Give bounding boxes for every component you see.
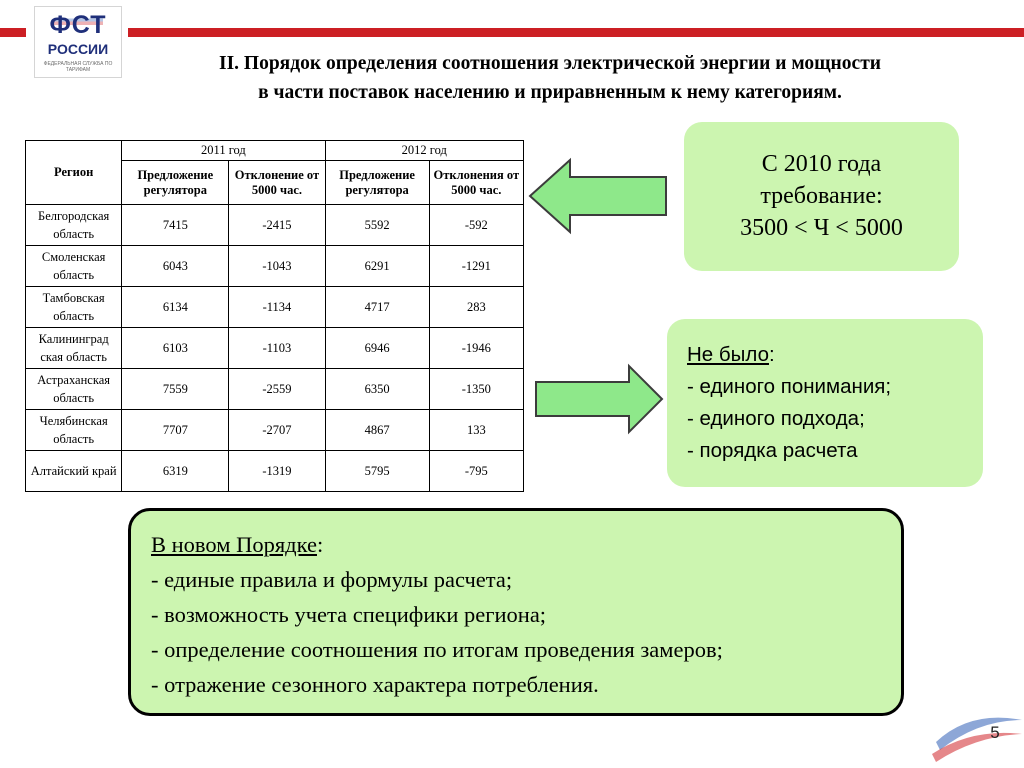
requirement-line-2: требование: [760, 183, 883, 209]
was-not-item: - единого понимания; [687, 375, 892, 398]
deviation-2011-cell: -1134 [229, 287, 325, 328]
new-order-item: - определение соотношения по итогам проведения замеров; [151, 637, 723, 662]
table-row [26, 451, 524, 492]
deviation-2012-cell: -1291 [429, 246, 523, 287]
new-order-item: - единые правила и формулы расчета; [151, 567, 513, 592]
requirement-box [684, 122, 959, 271]
was-not-colon: : [768, 343, 775, 366]
region-table [25, 140, 524, 492]
table-row [26, 328, 524, 369]
header-red-bar [0, 28, 1024, 37]
deviation-2012-cell: -592 [429, 205, 523, 246]
new-order-heading [151, 527, 901, 562]
new-order-heading-text: В новом Порядке [151, 532, 317, 557]
offer-2012-header: Предложение регулятора [325, 161, 429, 205]
offer-2011-cell: 6043 [122, 246, 229, 287]
region-cell: Белгородская область [26, 205, 122, 246]
table-row [26, 410, 524, 451]
table-row [26, 246, 524, 287]
slide-title [100, 49, 1000, 107]
right-arrow-icon [533, 363, 665, 435]
requirement-line-3: 3500 < Ч < 5000 [740, 215, 903, 241]
logo-text-fst: ФСТ [49, 11, 107, 39]
region-cell: Челябинская область [26, 410, 122, 451]
deviation-2011-cell: -1319 [229, 451, 325, 492]
offer-2011-cell: 6103 [122, 328, 229, 369]
title-line-1: II. Порядок определения соотношения электрической энергии и мощности [218, 53, 882, 74]
new-order-box [128, 508, 904, 716]
region-cell: Астраханская область [26, 369, 122, 410]
deviation-2012-cell: -1946 [429, 328, 523, 369]
deviation-2012-header: Отклонения от 5000 час. [429, 161, 523, 205]
new-order-item: - возможность учета специфики региона; [151, 602, 547, 627]
offer-2011-cell: 6319 [122, 451, 229, 492]
deviation-2011-cell: -2559 [229, 369, 325, 410]
region-header: Регион [26, 141, 122, 205]
region-cell: Смоленская область [26, 246, 122, 287]
table-row [26, 205, 524, 246]
new-order-item: - отражение сезонного характера потребления. [151, 672, 599, 697]
offer-2012-cell: 6350 [325, 369, 429, 410]
offer-2012-cell: 5592 [325, 205, 429, 246]
offer-2011-cell: 7559 [122, 369, 229, 410]
deviation-2012-cell: 133 [429, 410, 523, 451]
deviation-2011-header: Отклонение от 5000 час. [229, 161, 325, 205]
table-row [26, 287, 524, 328]
year-2011-header: 2011 год [122, 141, 325, 161]
new-order-colon: : [316, 532, 324, 557]
was-not-item: - порядка расчета [687, 439, 858, 462]
deviation-2011-cell: -1043 [229, 246, 325, 287]
was-not-heading-text: Не было [687, 343, 769, 366]
table-row [26, 369, 524, 410]
logo-tagline: ФЕДЕРАЛЬНАЯ СЛУЖБА ПО ТАРИФАМ [43, 61, 113, 73]
deviation-2012-cell: 283 [429, 287, 523, 328]
offer-2011-cell: 6134 [122, 287, 229, 328]
deviation-2012-cell: -795 [429, 451, 523, 492]
deviation-2011-cell: -2415 [229, 205, 325, 246]
deviation-2012-cell: -1350 [429, 369, 523, 410]
year-2012-header: 2012 год [325, 141, 523, 161]
region-cell: Алтайский край [26, 451, 122, 492]
logo-text-russia: РОССИИ [47, 41, 109, 57]
left-arrow-icon [528, 157, 670, 235]
table-header-row [26, 141, 524, 161]
title-line-2: в части поставок населению и приравненным к нему категориям. [258, 82, 842, 103]
was-not-item: - единого подхода; [687, 407, 865, 430]
requirement-line-1: С 2010 года [761, 151, 882, 177]
offer-2011-cell: 7415 [122, 205, 229, 246]
offer-2012-cell: 6291 [325, 246, 429, 287]
offer-2011-cell: 7707 [122, 410, 229, 451]
was-not-heading [687, 339, 983, 371]
page-number: 5 [990, 723, 1000, 742]
deviation-2011-cell: -2707 [229, 410, 325, 451]
header-divider [0, 37, 1024, 39]
offer-2012-cell: 6946 [325, 328, 429, 369]
offer-2012-cell: 5795 [325, 451, 429, 492]
was-not-box [667, 319, 983, 487]
region-cell: Калининград ская область [26, 328, 122, 369]
offer-2012-cell: 4867 [325, 410, 429, 451]
offer-2012-cell: 4717 [325, 287, 429, 328]
region-cell: Тамбовская область [26, 287, 122, 328]
offer-2011-header: Предложение регулятора [122, 161, 229, 205]
deviation-2011-cell: -1103 [229, 328, 325, 369]
